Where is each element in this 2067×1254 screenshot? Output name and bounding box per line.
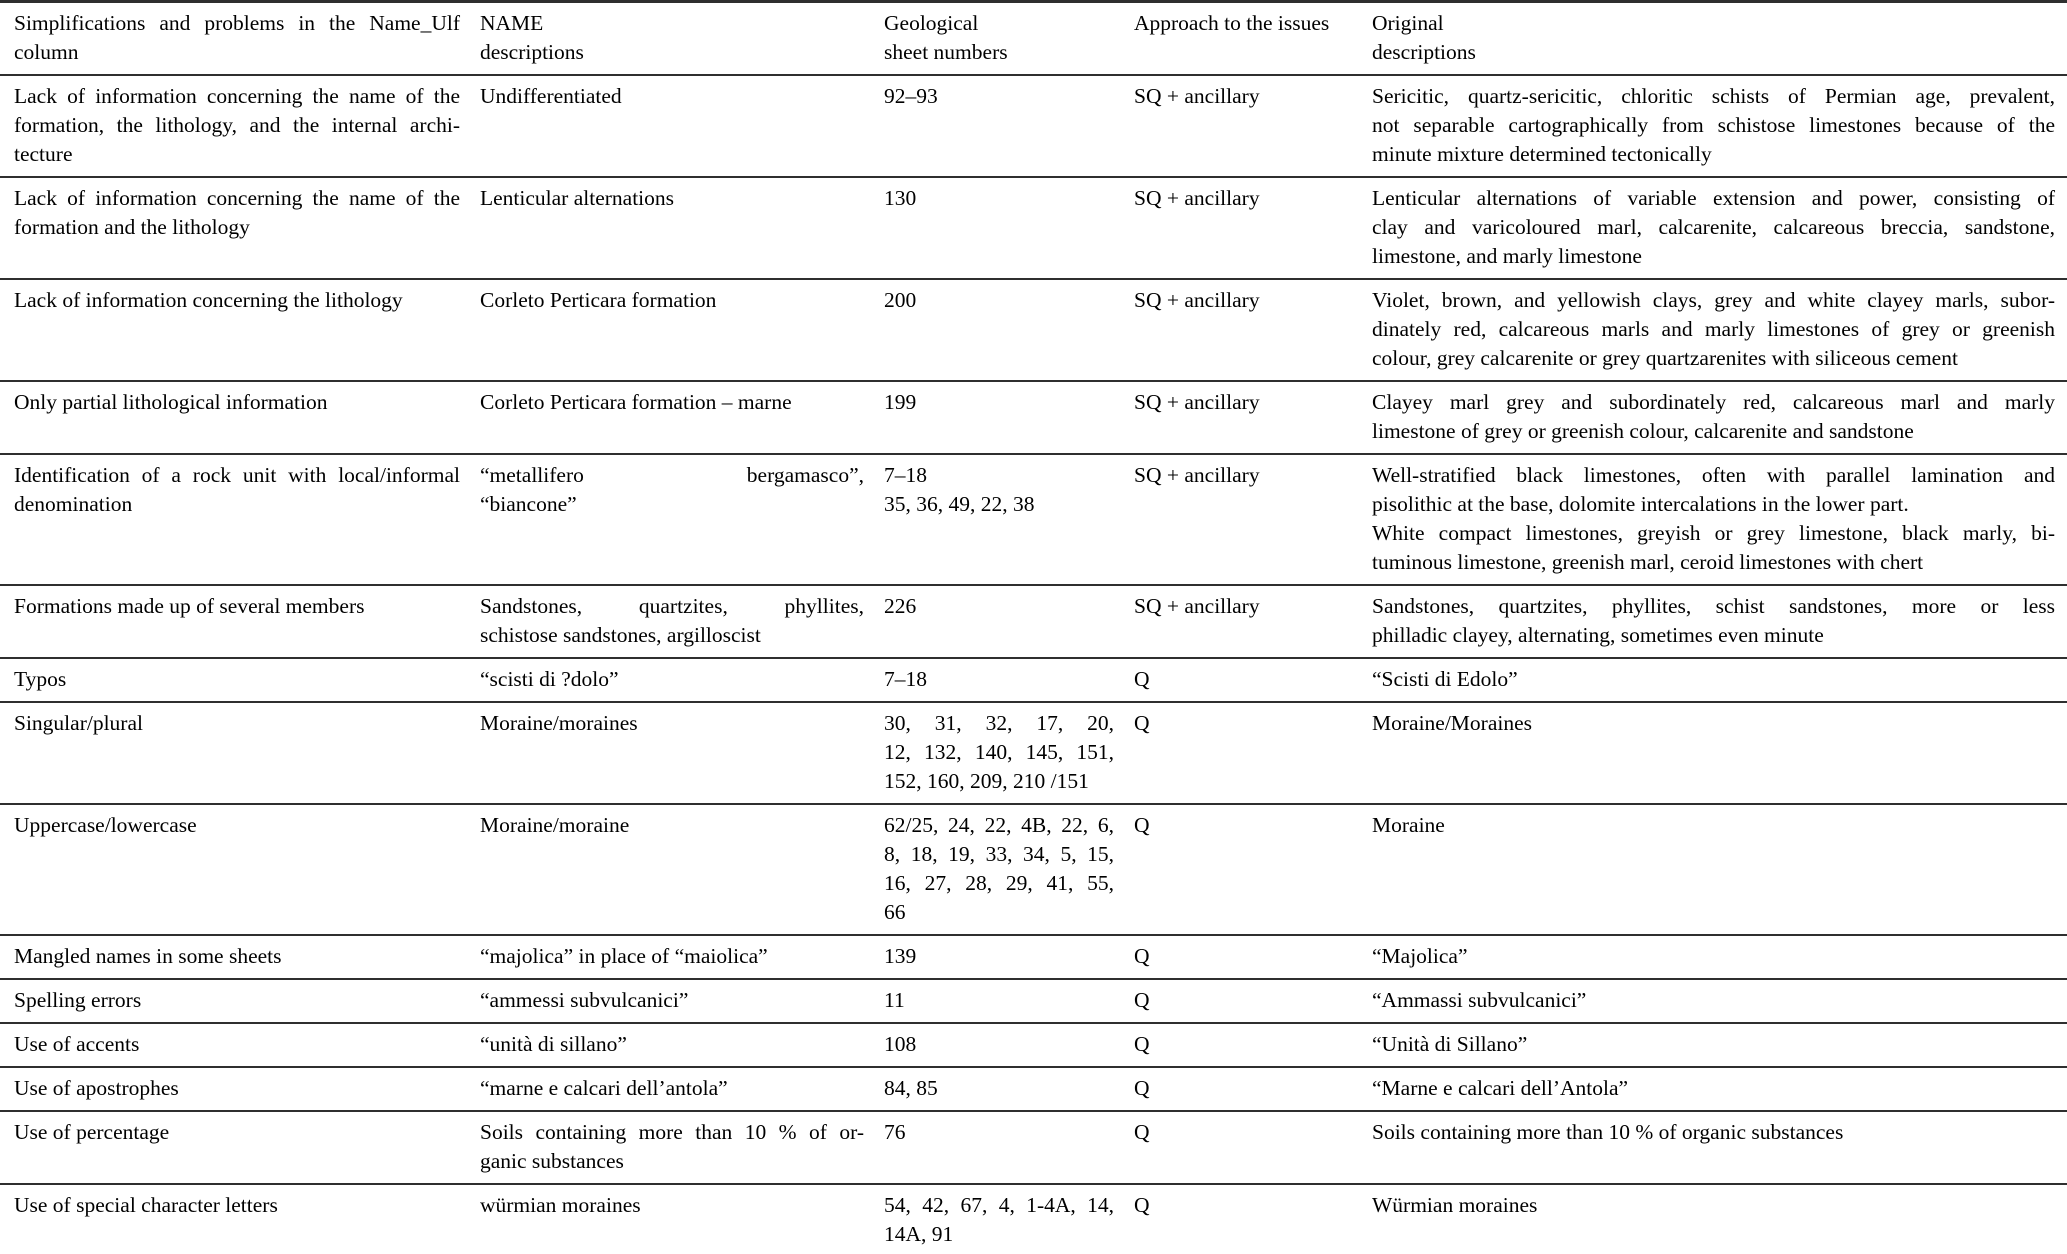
cell-line: tuminous limestone, greenish marl, ceroid limestones with chert: [1372, 550, 1924, 574]
cell-line: 35, 36, 49, 22, 38: [884, 492, 1035, 516]
table-cell: [1134, 1023, 1372, 1067]
table-cell: [0, 381, 480, 454]
table-cell: [480, 979, 884, 1023]
cell-line: würmian moraines: [480, 1193, 641, 1217]
cell-line: Moraine: [1372, 813, 1445, 837]
table-cell: [0, 177, 480, 279]
cell-line: Corleto Perticara formation: [480, 288, 717, 312]
cell-line: Q: [1134, 813, 1150, 837]
cell-line: Geological: [884, 11, 979, 35]
cell-line: Formations made up of several members: [14, 594, 365, 618]
cell-line: Moraine/Moraines: [1372, 711, 1533, 735]
table-cell: [1134, 585, 1372, 658]
table-cell: [1372, 75, 2067, 177]
cell-line: Uppercase/lowercase: [14, 813, 197, 837]
table-cell: [1372, 804, 2067, 935]
cell-line: 199: [884, 390, 917, 414]
table-cell: [480, 1184, 884, 1254]
cell-line: philladic clayey, alternating, sometimes even minute: [1372, 623, 1824, 647]
cell-line: Q: [1134, 1032, 1150, 1056]
table-cell: [480, 702, 884, 804]
cell-line: descriptions: [1372, 40, 1476, 64]
table-cell: [1372, 1067, 2067, 1111]
cell-line: “scisti di ?dolo”: [480, 667, 619, 691]
table-cell: [0, 1067, 480, 1111]
table-cell: [0, 454, 480, 585]
table-cell: [0, 1184, 480, 1254]
cell-line: Simplifications and problems in the Name_Ulf: [14, 11, 460, 35]
cell-line: Undifferentiated: [480, 84, 622, 108]
cell-line: Lack of information concerning the name of the: [14, 186, 460, 210]
cell-line: Q: [1134, 667, 1150, 691]
cell-line: 66: [884, 900, 906, 924]
table-cell: [0, 804, 480, 935]
table-cell: [884, 935, 1134, 979]
table-row: [0, 177, 2067, 279]
cell-line: Spelling errors: [14, 988, 142, 1012]
cell-line: tecture: [14, 142, 73, 166]
table-cell: [1134, 177, 1372, 279]
table-cell: [0, 279, 480, 381]
cell-line: Well-stratified black limestones, often with parallel lamination and: [1372, 463, 2055, 487]
cell-line: Typos: [14, 667, 67, 691]
cell-line: Violet, brown, and yellowish clays, grey and white clayey marls, subor-: [1372, 288, 2055, 312]
cell-line: 8, 18, 19, 33, 34, 5, 15,: [884, 842, 1114, 866]
table-row: [0, 1023, 2067, 1067]
cell-line: “marne e calcari dell’antola”: [480, 1076, 728, 1100]
cell-line: schistose sandstones, argilloscist: [480, 623, 761, 647]
table-cell: [1372, 279, 2067, 381]
table-cell: [884, 75, 1134, 177]
table-row: [0, 935, 2067, 979]
table-cell: [0, 1023, 480, 1067]
cell-line: NAME: [480, 11, 544, 35]
cell-line: SQ + ancillary: [1134, 594, 1260, 618]
cell-line: Q: [1134, 944, 1150, 968]
table-cell: [0, 702, 480, 804]
header-row: [0, 2, 2067, 76]
cell-line: Clayey marl grey and subordinately red, calcareous marl and marly: [1372, 390, 2055, 414]
cell-line: Lack of information concerning the lithology: [14, 288, 403, 312]
cell-line: clay and varicoloured marl, calcarenite, calcareous breccia, sandstone,: [1372, 215, 2055, 239]
table-cell: [1372, 979, 2067, 1023]
cell-line: “ammessi subvulcanici”: [480, 988, 689, 1012]
table-cell: [1372, 454, 2067, 585]
cell-line: Identification of a rock unit with local/informal: [14, 463, 460, 487]
cell-line: pisolithic at the base, dolomite intercalations in the lower part.: [1372, 492, 1909, 516]
table-cell: [480, 1023, 884, 1067]
table-cell: [1134, 381, 1372, 454]
table-cell: [884, 1023, 1134, 1067]
table-row: [0, 658, 2067, 702]
table-row: [0, 979, 2067, 1023]
cell-line: 108: [884, 1032, 917, 1056]
cell-line: Q: [1134, 988, 1150, 1012]
cell-line: “Scisti di Edolo”: [1372, 667, 1518, 691]
cell-line: Sandstones, quartzites, phyllites, schist sandstones, more or less: [1372, 594, 2055, 618]
table-cell: [884, 1184, 1134, 1254]
table-cell: [1372, 1023, 2067, 1067]
cell-line: Original: [1372, 11, 1444, 35]
table-cell: [1372, 1184, 2067, 1254]
table-cell: [0, 979, 480, 1023]
cell-line: formation, the lithology, and the internal archi-: [14, 113, 460, 137]
table-cell: [480, 1067, 884, 1111]
column-header: [480, 2, 884, 76]
table-cell: [480, 658, 884, 702]
table-cell: [480, 585, 884, 658]
table-row: [0, 381, 2067, 454]
cell-line: Mangled names in some sheets: [14, 944, 282, 968]
cell-line: Only partial lithological information: [14, 390, 328, 414]
cell-line: Singular/plural: [14, 711, 143, 735]
table-cell: [884, 979, 1134, 1023]
cell-line: 16, 27, 28, 29, 41, 55,: [884, 871, 1114, 895]
cell-line: minute mixture determined tectonically: [1372, 142, 1712, 166]
cell-line: Lack of information concerning the name of the: [14, 84, 460, 108]
table-row: [0, 804, 2067, 935]
table-cell: [0, 585, 480, 658]
table-cell: [1134, 1111, 1372, 1184]
column-header: [0, 2, 480, 76]
cell-line: limestone, and marly limestone: [1372, 244, 1642, 268]
table-cell: [884, 804, 1134, 935]
table-cell: [884, 1111, 1134, 1184]
cell-line: “Unità di Sillano”: [1372, 1032, 1528, 1056]
table-cell: [1134, 804, 1372, 935]
cell-line: 30, 31, 32, 17, 20,: [884, 711, 1114, 735]
cell-line: 12, 132, 140, 145, 151,: [884, 740, 1114, 764]
table-cell: [0, 1111, 480, 1184]
table-cell: [1134, 454, 1372, 585]
table-cell: [0, 658, 480, 702]
table-cell: [480, 177, 884, 279]
cell-line: sheet numbers: [884, 40, 1008, 64]
cell-line: not separable cartographically from schistose limestones because of the: [1372, 113, 2055, 137]
table-cell: [1134, 702, 1372, 804]
table-cell: [1134, 75, 1372, 177]
table-cell: [884, 381, 1134, 454]
cell-line: Lenticular alternations of variable extension and power, consisting of: [1372, 186, 2055, 210]
table-cell: [1134, 979, 1372, 1023]
cell-line: “biancone”: [480, 492, 577, 516]
cell-line: “unità di sillano”: [480, 1032, 627, 1056]
cell-line: formation and the lithology: [14, 215, 250, 239]
table-row: [0, 1067, 2067, 1111]
cell-line: 130: [884, 186, 917, 210]
column-header: [1134, 2, 1372, 76]
cell-line: Q: [1134, 1076, 1150, 1100]
table-cell: [480, 279, 884, 381]
cell-line: “Ammassi subvulcanici”: [1372, 988, 1587, 1012]
table-row: [0, 1184, 2067, 1254]
cell-line: Moraine/moraines: [480, 711, 638, 735]
cell-line: Approach to the issues: [1134, 11, 1330, 35]
cell-line: Use of percentage: [14, 1120, 170, 1144]
table-cell: [1372, 585, 2067, 658]
table-cell: [884, 658, 1134, 702]
cell-line: 152, 160, 209, 210 /151: [884, 769, 1089, 793]
cell-line: Use of accents: [14, 1032, 140, 1056]
cell-line: 139: [884, 944, 917, 968]
table-cell: [884, 279, 1134, 381]
cell-line: 62/25, 24, 22, 4B, 22, 6,: [884, 813, 1114, 837]
cell-line: 84, 85: [884, 1076, 938, 1100]
cell-line: 226: [884, 594, 917, 618]
table-cell: [480, 454, 884, 585]
cell-line: limestone of grey or greenish colour, calcarenite and sandstone: [1372, 419, 1914, 443]
cell-line: Würmian moraines: [1372, 1193, 1538, 1217]
cell-line: 14A, 91: [884, 1222, 954, 1246]
table-cell: [480, 381, 884, 454]
table-row: [0, 75, 2067, 177]
table-cell: [480, 804, 884, 935]
table-cell: [1372, 1111, 2067, 1184]
table-cell: [480, 75, 884, 177]
cell-line: Q: [1134, 1120, 1150, 1144]
cell-line: 11: [884, 988, 905, 1012]
table-cell: [884, 702, 1134, 804]
cell-line: White compact limestones, greyish or grey limestone, black marly, bi-: [1372, 521, 2055, 545]
table-row: [0, 279, 2067, 381]
table-cell: [884, 454, 1134, 585]
table-cell: [884, 1067, 1134, 1111]
table-cell: [884, 585, 1134, 658]
cell-line: column: [14, 40, 79, 64]
table-row: [0, 702, 2067, 804]
cell-line: Use of special character letters: [14, 1193, 278, 1217]
cell-line: 76: [884, 1120, 906, 1144]
cell-line: Moraine/moraine: [480, 813, 630, 837]
table-cell: [1372, 702, 2067, 804]
table-cell: [1134, 1184, 1372, 1254]
table-cell: [480, 935, 884, 979]
cell-line: “Majolica”: [1372, 944, 1468, 968]
cell-line: denomination: [14, 492, 133, 516]
table-cell: [1134, 658, 1372, 702]
table-row: [0, 1111, 2067, 1184]
cell-line: dinately red, calcareous marls and marly limestones of grey or greenish: [1372, 317, 2055, 341]
table-cell: [1134, 935, 1372, 979]
cell-line: 92–93: [884, 84, 938, 108]
cell-line: SQ + ancillary: [1134, 186, 1260, 210]
cell-line: Soils containing more than 10 % of or-: [480, 1120, 864, 1144]
cell-line: Lenticular alternations: [480, 186, 675, 210]
table-row: [0, 454, 2067, 585]
table-cell: [1134, 279, 1372, 381]
cell-line: 200: [884, 288, 917, 312]
cell-line: descriptions: [480, 40, 584, 64]
cell-line: SQ + ancillary: [1134, 288, 1260, 312]
column-header: [1372, 2, 2067, 76]
table-cell: [0, 75, 480, 177]
cell-line: “metallifero bergamasco”,: [480, 463, 864, 487]
table-cell: [1134, 1067, 1372, 1111]
cell-line: Q: [1134, 711, 1150, 735]
cell-line: “Marne e calcari dell’Antola”: [1372, 1076, 1629, 1100]
column-header: [884, 2, 1134, 76]
cell-line: SQ + ancillary: [1134, 390, 1260, 414]
table-cell: [1372, 658, 2067, 702]
table-cell: [1372, 177, 2067, 279]
cell-line: SQ + ancillary: [1134, 84, 1260, 108]
cell-line: Sandstones, quartzites, phyllites,: [480, 594, 864, 618]
table-row: [0, 585, 2067, 658]
cell-line: ganic substances: [480, 1149, 624, 1173]
table-header: [0, 2, 2067, 76]
cell-line: Q: [1134, 1193, 1150, 1217]
cell-line: Soils containing more than 10 % of organic substances: [1372, 1120, 1844, 1144]
table-cell: [1372, 935, 2067, 979]
table-body: [0, 75, 2067, 1254]
table-cell: [1372, 381, 2067, 454]
table-cell: [884, 177, 1134, 279]
cell-line: 54, 42, 67, 4, 1-4A, 14,: [884, 1193, 1114, 1217]
cell-line: 7–18: [884, 463, 927, 487]
cell-line: Sericitic, quartz-sericitic, chloritic schists of Permian age, prevalent,: [1372, 84, 2055, 108]
cell-line: 7–18: [884, 667, 927, 691]
table-cell: [0, 935, 480, 979]
cell-line: SQ + ancillary: [1134, 463, 1260, 487]
table-cell: [480, 1111, 884, 1184]
cell-line: Corleto Perticara formation – marne: [480, 390, 792, 414]
cell-line: Use of apostrophes: [14, 1076, 179, 1100]
cell-line: colour, grey calcarenite or grey quartzarenites with siliceous cement: [1372, 346, 1958, 370]
cell-line: “majolica” in place of “maiolica”: [480, 944, 768, 968]
